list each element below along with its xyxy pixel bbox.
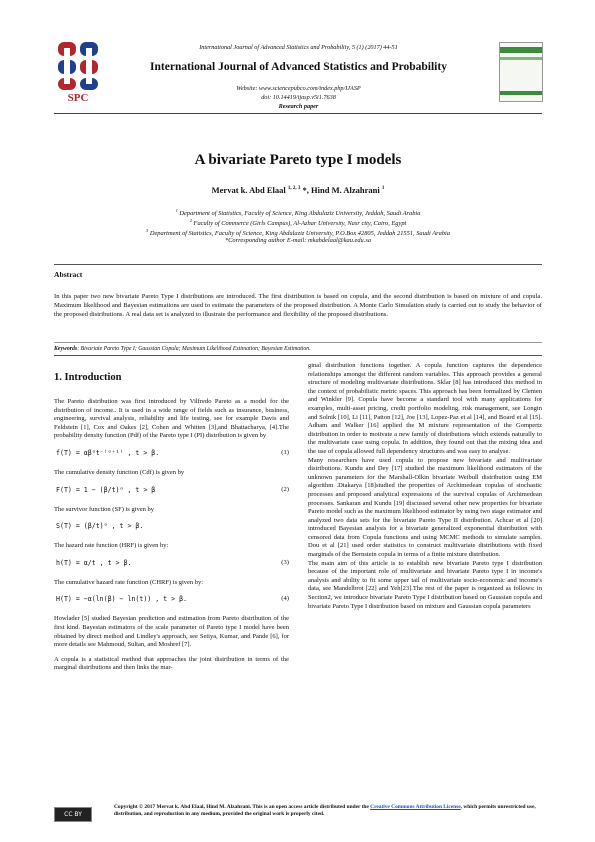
journal-reference: International Journal of Advanced Statistics and Probability, 5 (1) (2017) 44-51 <box>199 44 398 51</box>
affiliation <box>54 218 542 227</box>
paragraph: The survivor function (SF) is given by <box>54 505 155 513</box>
equation-text: H(T) = −α(ln(β) − ln(t)) , t > β. <box>56 595 188 604</box>
paragraph: A copula is a statistical method that approaches the joint distribution in terms of the marginal distributions and then links the mar- <box>54 655 289 672</box>
equation-number: (1) <box>281 448 289 456</box>
paragraph: The Pareto distribution was first introduced by Vilfredo Pareto as a model for the distribution of income.. It is used in a wide range of fields such as insurance, business, engineering, survival analysis, reliability and life testing, see for example Davis and Feldstein [1], Cox and Oakes [2], Cohen and Whitten [3],and Bhattacharya, [4].The probability density function (Pdf) of the Pareto type I (PI) distribution is given by <box>54 398 289 440</box>
equation-number: (4) <box>281 595 289 603</box>
doi[interactable]: doi: 10.14419/ijasp.v5i1.7638 <box>261 94 336 101</box>
affiliation-text: Faculty of Commerce (Girls Campus), Al-Azhar University, Nasr city, Cairo, Egypt <box>191 220 407 228</box>
author-list <box>54 185 542 195</box>
author-name: Hind M. Alzahrani <box>311 185 382 195</box>
paragraph: The cumulative hazard rate function (CHRF) is given by: <box>54 578 204 586</box>
publisher-logo-text: SPC <box>67 92 89 104</box>
abstract-bottom-rule <box>54 355 542 356</box>
affiliation-number: 1 <box>175 208 178 213</box>
equation-number: (3) <box>281 558 289 566</box>
equation-4 <box>54 593 289 605</box>
header-divider <box>54 113 542 114</box>
affiliation-text: Department of Statistics, Faculty of Science, King Abdulaziz University, P.O.Box 42805, Jeddah 21551, Saudi Arabia <box>148 230 450 238</box>
equation-3 <box>54 557 289 569</box>
copyright-notice <box>114 804 542 818</box>
right-column <box>308 362 542 617</box>
author-affiliation-marker: 1 <box>381 186 385 192</box>
keywords-label: Keywords <box>54 346 78 352</box>
equation-text: f(T) = αβᵅt⁻⁽ᵅ⁺¹⁾ , t > β. <box>56 448 160 457</box>
paragraph: The hazard rate function (HRF) is given by: <box>54 542 169 550</box>
equation-text: S(T) = (β/t)ᵅ , t > β. <box>56 522 144 531</box>
paper-title: A bivariate Pareto type I models <box>194 152 402 168</box>
license-link[interactable]: Creative Commons Attribution License <box>370 804 461 810</box>
affiliation <box>54 228 542 237</box>
abstract-heading: Abstract <box>54 270 83 279</box>
equation-2 <box>54 484 289 496</box>
affiliation <box>54 208 542 217</box>
paper-type: Research paper <box>278 103 319 110</box>
equation-text: F(T) = 1 − (β/t)ᵅ , t > β <box>56 485 156 494</box>
keywords-rule <box>54 342 542 343</box>
affiliation-number: 3 <box>146 228 149 233</box>
section-heading-introduction: 1. Introduction <box>54 372 122 383</box>
paragraph: The cumulative density function (Cdf) is given by <box>54 468 185 476</box>
publisher-logo <box>54 40 102 110</box>
keywords-list: : Bivariate Pareto Type I; Gaussian Copula; Maximum Likelihood Estimation; Bayesian Estimation. <box>77 346 311 352</box>
equation-number: (2) <box>281 485 289 493</box>
author-name: Mervat k. Abd Elaal <box>211 185 288 195</box>
corresponding-author[interactable]: *Corresponding author E-mail: mkabdelaal@kau.edu.sa <box>224 237 372 244</box>
journal-title: International Journal of Advanced Statistics and Probability <box>150 61 447 73</box>
corresponding-marker: *, <box>300 185 312 195</box>
author-affiliation-marker: 1, 2, 3 <box>287 186 301 192</box>
keywords <box>54 346 542 352</box>
equation-survivor <box>54 520 289 532</box>
paragraph: The main aim of this article is to establish new bivariate Pareto type I distribution because of the important role of multivariate and bivariate Pareto type I in income's analysis and ability to fit some upper tail of multivariate socio-economic and income's data, see Mandelbrot [22] and Yeh[23].The rest of the paper is organized as follows: in Section2, we introduce bivariate Pareto Type I distribution based on Gaussian copula and bivariate Pareto Type I distribution based on mixture and Gaussian copula parameters <box>308 559 542 610</box>
journal-website[interactable]: Website: www.sciencepubco.com/index.php/IJASP <box>236 85 361 92</box>
affiliation-number: 2 <box>189 218 192 223</box>
paragraph: ginal distribution functions together. A copula function captures the dependence relationships amongst the different random variables. This approach provides a general structure of modeling multivariate distributions. Sklar [8] has introduced this method in the context of probabilistic metric spaces. This approach has been formalized by Clemen and Winkler [9]. Copula have become a standard tool with many applications for examples, multi-asset pricing, credit portfolio modeling, risk management, see Longin and Solnik [10], Li [11], Patton [12], Joe [13], Lopez-Paz et al [14], and Board et al [15]. Adham and Walker [16] applied the M mixture representation of the Gompertz distribution in order to motivate a new family of distributions which extends naturally to the multivariate case using copula. In addition, they found out that the mixing idea and the use of copula allowed full dependency structures and was easy to analyse. <box>308 362 542 455</box>
cc-license-badge[interactable]: CC BY <box>54 807 92 822</box>
copyright-text: Copyright © 2017 Mervat k. Abd Elaal, Hind M. Alzahrani. This is an open access article distributed under the <box>114 804 371 810</box>
journal-cover-thumbnail <box>499 42 543 102</box>
equation-text: h(T) = α/t , t > β. <box>56 558 132 567</box>
abstract-text: In this paper two new bivariate Pareto Type I distributions are introduced. The first distribution is based on copula, and the second distribution is based on mixture of and copula. Maximum likelihood and Bayesian estimations are used to estimate the parameters of the proposed distribution. A Monte Carlo Simulation study is carried out to study the behavior of the proposed distributions. A real data set is analyzed to illustrate the performance and flexibility of the proposed distributions. <box>54 293 542 318</box>
abstract-top-rule <box>54 264 542 265</box>
affiliation-text: Department of Statistics, Faculty of Science, King Abdulaziz University, Jeddah, Saudi Arabia <box>177 210 421 218</box>
left-column <box>54 372 289 679</box>
equation-1 <box>54 447 289 459</box>
paragraph: Many researchers have used copula to propose new bivariate and multivariate distributions. Kundu and Dey [17] studied the maximum likelihood estimators of the unknown parameters for the Marshall-Olkin bivariate Weibull distribution using EM algorithm .Diakarya [18]studied the properties of Archimedean copulas of stochastic processes and proposed analytical expressions of the survival copulas of Archimedean processes. Sankaran and Kundu [19] discussed several other new properties for bivariate Pareto model such as the maximum likelihood estimator by using two stage estimator and analyzed two data sets for the bivariate Pareto Type II distribution. Achcar et al [20] introduced Bayesian analysis for a bivariate generalized exponential distribution with censored data from Copula functions and using MCMC methods to simulate samples. Dou et al [21] used order statistics to construct multivariate distributions with fixed marginals of the Bernstein copula in terms of a finite mixture distribution. <box>308 456 542 559</box>
copyright-text: , which permits unrestricted use, distribution, and reproduction in any medium, provided the original work is properly cited. <box>114 804 536 817</box>
paragraph: Howlader [5] studied Bayesian prediction and estimation from Pareto distribution of the first kind. Bayesian estimators of the scale parameter of Pareto type I model have been obtained by direct method and Lindley's approach, see Setiya, Kumar, and Pande [6], for more details see Mahmoud, Sultan, and Moshref [7]. <box>54 615 289 649</box>
